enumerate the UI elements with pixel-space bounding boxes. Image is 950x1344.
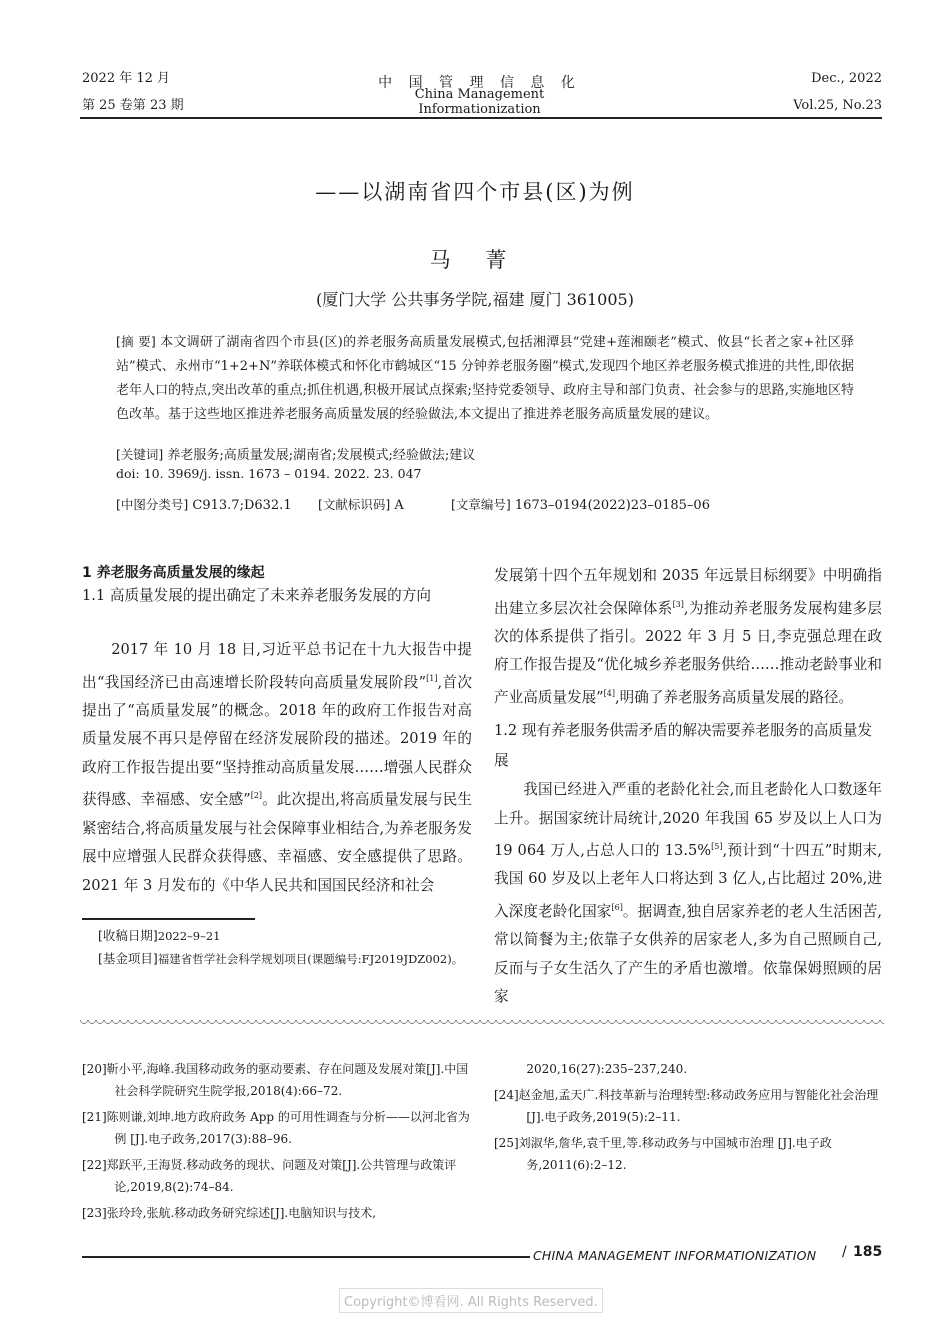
paragraph-3-part-b: ,预计到“十四五”时期末,我国 60 岁及以上老年人口将达到 3 亿人,占比超过 20%,进入深度老龄化国家 [494, 841, 882, 920]
clc-value: C913.7;D632.1 [192, 498, 292, 513]
wavy-separator [80, 1020, 884, 1026]
paragraph-2-part-a: 发展第十四个五年规划和 2035 年远景目标纲要》中明确指出建立多层次社会保障体系 [494, 567, 882, 617]
keywords-text: 养老服务;高质量发展;湖南省;发展模式;经验做法;建议 [167, 448, 476, 463]
articleno-value: 1673–0194(2022)23–0185–06 [514, 498, 710, 513]
abstract-text: 本文调研了湖南省四个市县(区)的养老服务高质量发展模式,包括湘潭县“党建+莲湘颐老”模式、攸县“长者之家+社区驿站”模式、永州市“1+2+N”养联体模式和怀化市鹤城区“15 分钟养老服务圈”模式,发现四个地区养老服务模式推进的共性,即依据老年人口的特点,突出改革的重点;抓住机遇,积极开展试点探索;坚持党委领导、政府主导和部门负责、社会参与的思路,实施地区特色改革。基于这些地区推进养老服务高质量发展的经验做法,本文提出了推进养老服务高质量发展的建议。 [116, 335, 855, 422]
header-volume-cn: 第 25 卷第 23 期 [82, 98, 184, 113]
received-label: [收稿日期] [98, 928, 158, 943]
header-journal-en: China Management Informationization [414, 87, 545, 117]
subsection-1-2-heading: 1.2 现有养老服务供需矛盾的解决需要养老服务的高质量发展 [494, 722, 873, 769]
footnote-fund [82, 949, 472, 969]
article-affiliation: (厦门大学 公共事务学院,福建 厦门 361005) [316, 290, 634, 309]
keywords [116, 443, 854, 468]
received-value: 2022–9–21 [157, 929, 221, 943]
paragraph-2-part-c: ,明确了养老服务高质量发展的路径。 [614, 688, 854, 706]
reference-23: [23]张玲玲,张航.移动政务研究综述[J].电脑知识与技术, [82, 1206, 377, 1220]
header-date-en: Dec., 2022 [811, 71, 882, 86]
doccode-label: [文献标识码] [318, 497, 391, 512]
citation-2: [2] [250, 791, 263, 801]
section-1-heading: 1 养老服务高质量发展的缘起 [82, 565, 265, 581]
paragraph-1 [82, 636, 472, 900]
citation-3: [3] [672, 599, 684, 609]
abstract [116, 330, 854, 427]
footer-slash: / [842, 1244, 847, 1260]
paragraph-1-part-a: 2017 年 10 月 18 日,习近平总书记在十九大报告中提出“我国经济已由高速增长阶段转向高质量发展阶段” [82, 641, 472, 691]
subsection-1-1-heading: 1.1 高质量发展的提出确定了未来养老服务发展的方向 [82, 587, 431, 604]
keywords-label: [关键词] [116, 447, 164, 462]
paragraph-2 [494, 562, 882, 712]
article-author: 马 菁 [429, 248, 521, 272]
articleno-line [451, 495, 710, 513]
header-date-cn: 2022 年 12 月 [82, 71, 171, 86]
page-number: 185 [853, 1244, 883, 1260]
header-rule [80, 117, 882, 119]
paragraph-1-part-c: 。此次提出,将高质量发展与民生紧密结合,将高质量发展与社会保障事业相结合,为养老服务发展中应增强人民群众获得感、幸福感、安全感提供了思路。2021 年 3 月发布的《中华人民共和国国民经济和社会 [82, 791, 472, 894]
reference-21: [21]陈则谦,刘坤.地方政府政务 App 的可用性调查与分析——以河北省为例 [J].电子政务,2017(3):88–96. [82, 1110, 470, 1146]
footnote-received [98, 926, 472, 946]
paragraph-3-part-a: 我国已经进入严重的老龄化社会,而且老龄化人口数逐年上升。据国家统计局统计,2020 年我国 65 岁及以上人口为 19 064 万人,占总人口的 13.5% [494, 781, 882, 859]
citation-6: [6] [611, 902, 623, 912]
citation-5: [5] [711, 842, 723, 851]
paragraph-3 [494, 776, 882, 1012]
reference-23-cont: 2020,16(27):235–237,240. [526, 1062, 688, 1076]
doi: doi: 10. 3969/j. issn. 1673 – 0194. 2022. 23. 047 [116, 466, 422, 481]
classification-line [116, 495, 292, 513]
paragraph-1-part-b: ,首次提出了“高质量发展”的概念。2018 年的政府工作报告对高质量发展不再只是停留在经济发展阶段的描述。2019 年的政府工作报告提出要“坚持推动高质量发展……增强人民群众获得感、幸福感、安全感” [82, 673, 472, 809]
fund-value: 福建省哲学社会科学规划项目(课题编号:FJ2019JDZ002)。 [157, 952, 464, 966]
doccode-value: A [394, 498, 404, 513]
citation-1: [1] [426, 673, 438, 683]
article-subtitle: ——以湖南省四个市县(区)为例 [315, 180, 635, 204]
reference-20: [20]靳小平,海峰.我国移动政务的驱动要素、存在问题及发展对策[J].中国社会科学院研究生院学报,2018(4):66–72. [82, 1062, 469, 1098]
clc-label: [中图分类号] [116, 497, 189, 512]
copyright-notice: Copyright©博看网. All Rights Reserved. [339, 1288, 603, 1313]
fund-label: [基金项目] [98, 951, 158, 966]
reference-24: [24]赵金旭,孟天广.科技革新与治理转型:移动政务应用与智能化社会治理[J].电子政务,2019(5):2–11. [494, 1088, 879, 1124]
doccode-line [318, 495, 404, 513]
header-journal-cn: 中 国 管 理 信 息 化 [378, 75, 581, 91]
paragraph-2-part-b: ,为推动养老服务发展构建多层次的体系提供了指引。2022 年 3 月 5 日,李克强总理在政府工作报告提及“优化城乡养老服务供给……推动老龄事业和产业高质量发展” [494, 599, 882, 706]
references-left [82, 1058, 472, 1224]
reference-25: [25]刘淑华,詹华,袁千里,等.移动政务与中国城市治理 [J].电子政务,2011(6):2–12. [494, 1136, 832, 1172]
articleno-label: [文章编号] [451, 497, 511, 512]
footer-rule [82, 1256, 530, 1258]
paragraph-3-part-c: 。据调查,独自居家养老的老人生活困苦,常以简餐为主;依靠子女供养的居家老人,多为自己照顾自己,反而与子女生活久了产生的矛盾也激增。依靠保姆照顾的居家 [494, 902, 882, 1006]
references-right [494, 1058, 884, 1176]
reference-22: [22]郑跃平,王海贤.移动政务的现状、问题及对策[J].公共管理与政策评论,2019,8(2):74–84. [82, 1158, 457, 1194]
citation-4: [4] [603, 688, 615, 698]
footnote-rule [82, 918, 255, 920]
footer-brand: CHINA MANAGEMENT INFORMATIONIZATION [533, 1248, 817, 1263]
abstract-label: [摘 要] [116, 334, 156, 349]
header-volume-en: Vol.25, No.23 [793, 98, 882, 113]
